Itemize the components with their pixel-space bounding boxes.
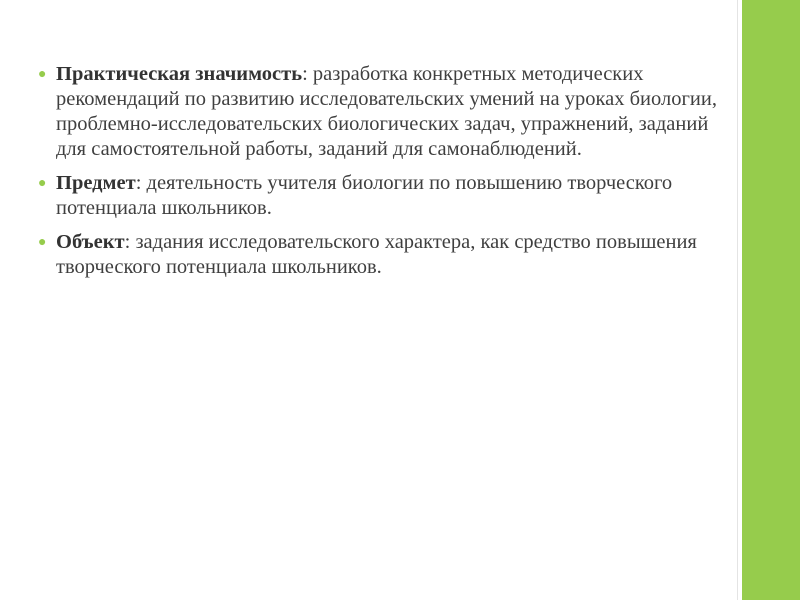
bullet-text: : разработка конкретных методических рекомендаций по развитию исследовательских умений на уроках биологии, проблемно-исследовательских биологических задач, упражнений, заданий для самостоятельной работы, заданий для самонаблюдений.: [56, 63, 717, 160]
bullet-text: : задания исследовательского характера, как средство повышения творческого потенциала школьников.: [56, 231, 697, 278]
bullet-dot-icon: ●: [38, 235, 47, 250]
bullet-term: Предмет: [56, 172, 136, 194]
list-item: [34, 230, 734, 280]
list-item: [34, 62, 734, 162]
bullet-dot-icon: ●: [38, 176, 47, 191]
bullet-dot-icon: ●: [38, 67, 47, 82]
bullet-term: Практическая значимость: [56, 63, 303, 85]
list-item: [34, 171, 734, 221]
bullet-list: [34, 62, 734, 289]
edge-stripe-green: [742, 0, 800, 600]
bullet-text: : деятельность учителя биологии по повышению творческого потенциала школьников.: [56, 172, 673, 219]
bullet-term: Объект: [56, 231, 125, 253]
